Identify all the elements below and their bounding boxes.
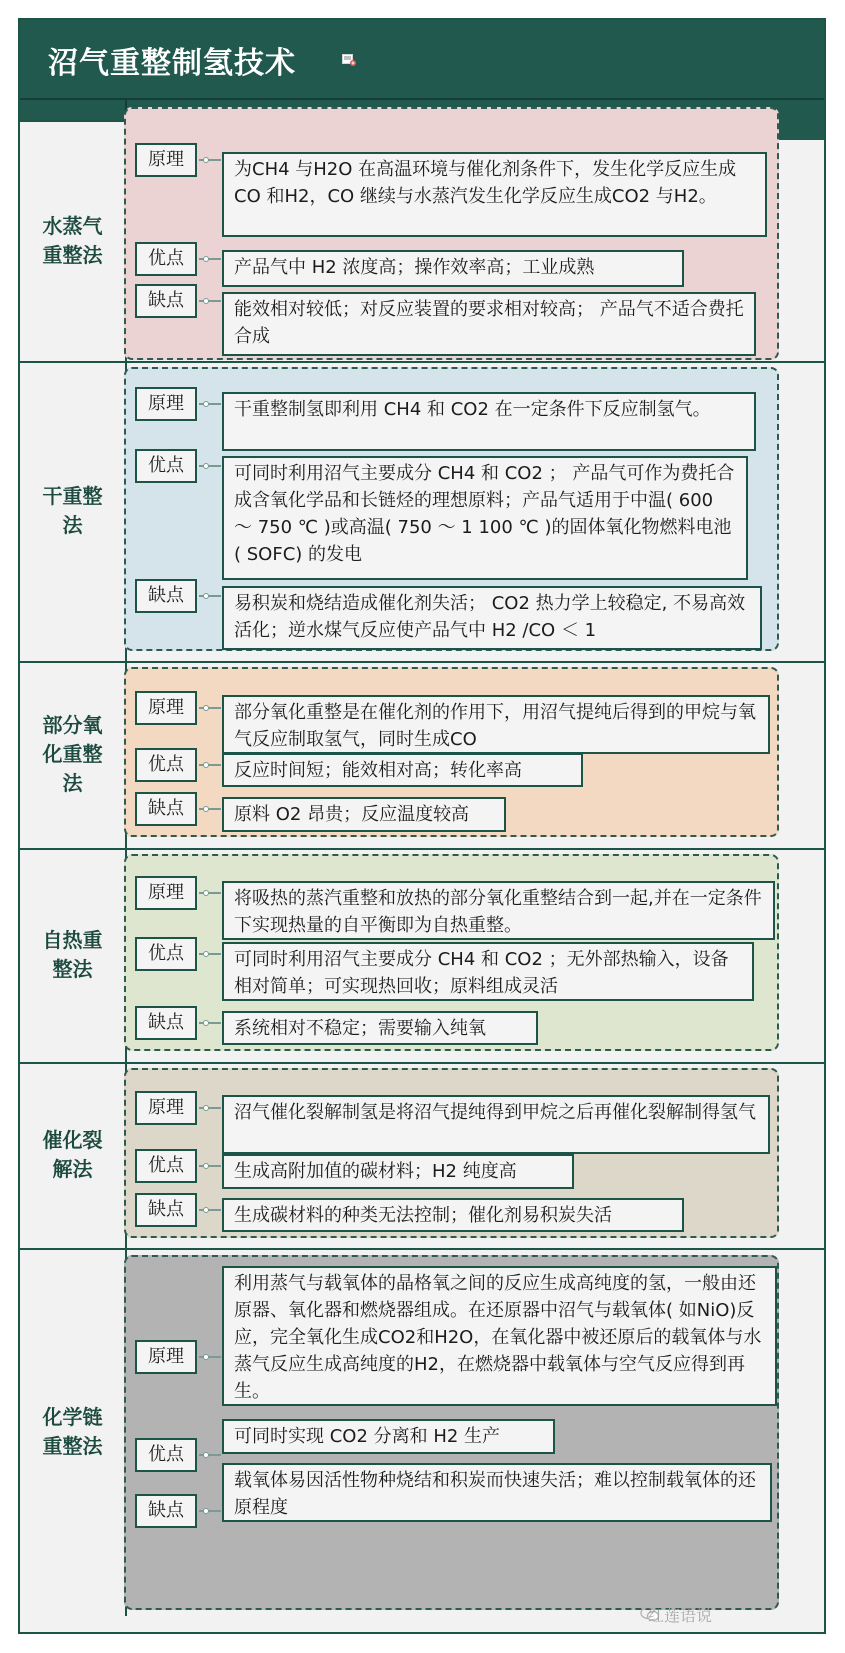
item-description: 为CH4 与H2O 在高温环境与催化剂条件下，发生化学反应生成CO 和H2，CO 继续与水蒸汽发生化学反应生成CO2 与H2。 bbox=[222, 152, 767, 237]
item-description: 利用蒸气与载氧体的晶格氧之间的反应生成高纯度的氢，一般由还原器、氧化器和燃烧器组成。在还原器中沼气与载氧体( 如NiO)反应，完全氧化生成CO2和H2O，在氧化器中被还原后的载氧体与水蒸气反应生成高纯度的H2，在燃烧器中载氧体与空气反应得到再生。 bbox=[222, 1266, 777, 1406]
category-label bbox=[20, 711, 125, 798]
item-tag: 缺点 bbox=[135, 284, 197, 318]
item-tag: 缺点 bbox=[135, 1494, 197, 1528]
item-tag: 原理 bbox=[135, 691, 197, 725]
item-description: 生成碳材料的种类无法控制；催化剂易积炭失活 bbox=[222, 1198, 684, 1232]
item-tag: 优点 bbox=[135, 242, 197, 276]
item-tag: 原理 bbox=[135, 387, 197, 421]
category-label bbox=[20, 212, 125, 270]
connector-dot bbox=[203, 951, 209, 957]
connector-dot bbox=[203, 806, 209, 812]
item-description: 反应时间短；能效相对高；转化率高 bbox=[222, 753, 583, 787]
row-separator bbox=[20, 361, 824, 363]
category-label-line: 法 bbox=[62, 513, 83, 537]
category-label-line: 法 bbox=[62, 771, 83, 795]
category-label bbox=[20, 926, 125, 984]
connector-dot bbox=[203, 463, 209, 469]
category-label-line: 催化裂 bbox=[42, 1128, 103, 1152]
item-description: 系统相对不稳定；需要输入纯氧 bbox=[222, 1011, 538, 1045]
category-label bbox=[20, 482, 125, 540]
item-tag: 优点 bbox=[135, 748, 197, 782]
category-label-line: 解法 bbox=[52, 1157, 93, 1181]
category-label-line: 重整法 bbox=[42, 242, 103, 267]
category-label-line: 化学链 bbox=[42, 1405, 103, 1429]
connector-dot bbox=[203, 762, 209, 768]
title-bar bbox=[20, 20, 824, 98]
item-description: 部分氧化重整是在催化剂的作用下，用沼气提纯后得到的甲烷与氧气反应制取氢气，同时生成CO bbox=[222, 695, 770, 754]
category-label bbox=[20, 1126, 125, 1184]
item-description: 可同时利用沼气主要成分 CH4 和 CO2 ； 产品气可作为费托合成含氧化学品和长链烃的理想原料；产品气适用于中温( 600 ～ 750 ℃ )或高温( 750 ～ 1 100 ℃ )的固体氧化物燃料电池( SOFC) 的发电 bbox=[222, 456, 748, 580]
item-description: 能效相对较低；对反应装置的要求相对较高； 产品气不适合费托合成 bbox=[222, 292, 756, 356]
watermark: 红莲语说 bbox=[648, 1606, 713, 1625]
row-separator bbox=[20, 1062, 824, 1064]
row-separator bbox=[20, 1248, 824, 1250]
category-label-line: 水蒸气 bbox=[42, 213, 103, 238]
connector-dot bbox=[203, 1354, 209, 1360]
connector-dot bbox=[203, 298, 209, 304]
item-tag: 缺点 bbox=[135, 579, 197, 613]
connector-dot bbox=[203, 890, 209, 896]
item-description: 可同时利用沼气主要成分 CH4 和 CO2 ；无外部热输入，设备相对简单；可实现热回收；原料组成灵活 bbox=[222, 942, 754, 1001]
item-tag: 原理 bbox=[135, 1340, 197, 1374]
connector-dot bbox=[203, 1508, 209, 1514]
connector-dot bbox=[203, 256, 209, 262]
category-label-line: 自热重 bbox=[42, 928, 103, 952]
category-label-line: 干重整 bbox=[42, 484, 103, 508]
category-label-line: 化重整 bbox=[42, 742, 103, 766]
item-description: 原料 O2 昂贵；反应温度较高 bbox=[222, 797, 506, 832]
item-description: 产品气中 H2 浓度高；操作效率高；工业成熟 bbox=[222, 250, 684, 287]
item-description: 沼气催化裂解制氢是将沼气提纯得到甲烷之后再催化裂解制得氢气 bbox=[222, 1095, 770, 1154]
connector-dot bbox=[203, 1163, 209, 1169]
connector-dot bbox=[203, 593, 209, 599]
connector-dot bbox=[203, 1452, 209, 1458]
connector-dot bbox=[203, 157, 209, 163]
diagram-title: 沼气重整制氢技术 bbox=[48, 46, 296, 81]
item-tag: 优点 bbox=[135, 937, 197, 971]
item-description: 易积炭和烧结造成催化剂失活； CO2 热力学上较稳定, 不易高效活化；逆水煤气反应使产品气中 H2 /CO ＜ 1 bbox=[222, 586, 762, 650]
item-tag: 原理 bbox=[135, 143, 197, 177]
connector-dot bbox=[203, 705, 209, 711]
connector-dot bbox=[203, 1207, 209, 1213]
row-separator bbox=[20, 848, 824, 850]
connector-dot bbox=[203, 1020, 209, 1026]
item-tag: 缺点 bbox=[135, 792, 197, 826]
connector-dot bbox=[203, 401, 209, 407]
connector-dot bbox=[203, 1105, 209, 1111]
item-tag: 缺点 bbox=[135, 1193, 197, 1227]
item-tag: 优点 bbox=[135, 1149, 197, 1183]
category-label bbox=[20, 1403, 125, 1461]
item-tag: 原理 bbox=[135, 1091, 197, 1125]
category-label-line: 整法 bbox=[52, 957, 93, 981]
diagram-frame bbox=[18, 18, 826, 1634]
item-description: 可同时实现 CO2 分离和 H2 生产 bbox=[222, 1419, 555, 1454]
item-description: 生成高附加值的碳材料；H2 纯度高 bbox=[222, 1154, 574, 1189]
item-tag: 优点 bbox=[135, 449, 197, 483]
note-icon[interactable] bbox=[342, 54, 356, 66]
item-description: 干重整制氢即利用 CH4 和 CO2 在一定条件下反应制氢气。 bbox=[222, 392, 756, 451]
row-separator bbox=[20, 661, 824, 663]
item-description: 载氧体易因活性物种烧结和积炭而快速失活；难以控制载氧体的还原程度 bbox=[222, 1463, 772, 1522]
item-tag: 原理 bbox=[135, 876, 197, 910]
item-tag: 优点 bbox=[135, 1438, 197, 1472]
item-tag: 缺点 bbox=[135, 1006, 197, 1040]
item-description: 将吸热的蒸汽重整和放热的部分氧化重整结合到一起,并在一定条件下实现热量的自平衡即为自热重整。 bbox=[222, 881, 775, 940]
category-label-line: 重整法 bbox=[42, 1434, 103, 1458]
category-label-line: 部分氧 bbox=[42, 713, 103, 737]
